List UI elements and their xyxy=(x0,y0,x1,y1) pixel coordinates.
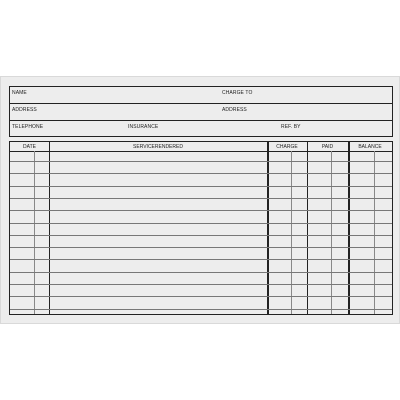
row-rule xyxy=(10,210,392,211)
info-divider xyxy=(10,120,392,121)
charge-to-label: CHARGE TO xyxy=(222,90,253,96)
row-rule xyxy=(10,223,392,224)
header-divider xyxy=(10,151,392,152)
column-divider xyxy=(348,142,350,314)
insurance-label: INSURANCE xyxy=(128,124,159,130)
subcolumn-divider xyxy=(34,151,35,314)
subcolumn-divider xyxy=(291,151,292,314)
row-rule xyxy=(10,161,392,162)
subcolumn-divider xyxy=(331,151,332,314)
service-ledger-table xyxy=(9,141,393,315)
ref-by-label: REF. BY xyxy=(281,124,301,130)
subcolumn-divider xyxy=(374,151,375,314)
column-header-paid: PAID xyxy=(321,144,334,150)
row-rule xyxy=(10,173,392,174)
column-divider xyxy=(267,142,269,314)
column-divider xyxy=(49,142,50,314)
row-rule xyxy=(10,247,392,248)
row-rule xyxy=(10,272,392,273)
column-header-balance: BALANCE xyxy=(358,144,382,150)
address-label: ADDRESS xyxy=(12,107,37,113)
column-header-service-rendered: SERVICERENDERED xyxy=(133,144,183,150)
name-label: NAME xyxy=(12,90,27,96)
telephone-label: TELEPHONE xyxy=(12,124,44,130)
row-rule xyxy=(10,198,392,199)
row-rule xyxy=(10,235,392,236)
column-header-date: DATE xyxy=(23,144,36,150)
patient-info-section xyxy=(9,86,393,137)
column-divider xyxy=(307,142,308,314)
row-rule xyxy=(10,309,392,310)
address-label-2: ADDRESS xyxy=(222,107,247,113)
info-divider xyxy=(10,103,392,104)
row-rule xyxy=(10,186,392,187)
column-header-charge: CHARGE xyxy=(276,144,298,150)
row-rule xyxy=(10,296,392,297)
row-rule xyxy=(10,284,392,285)
row-rule xyxy=(10,259,392,260)
